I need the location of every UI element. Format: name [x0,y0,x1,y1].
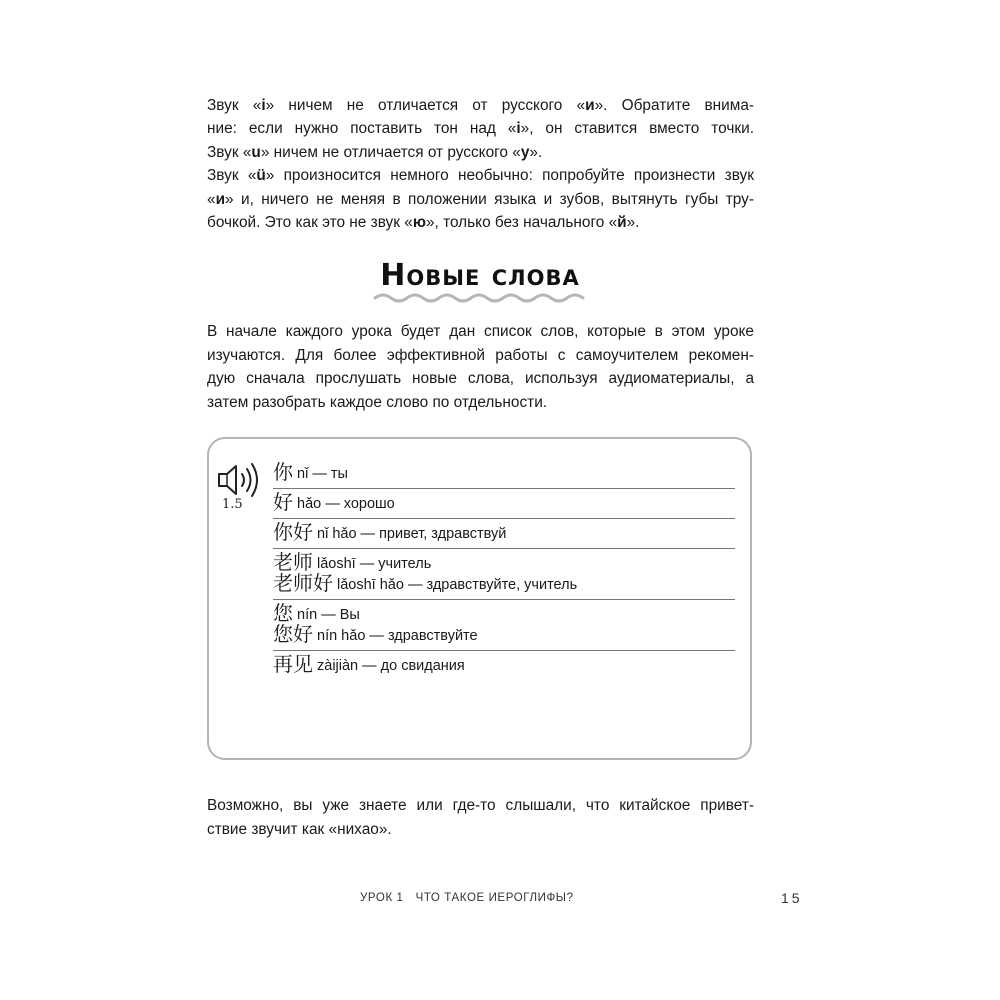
pinyin: zàijiàn [317,658,359,674]
vocab-line [273,603,735,624]
translation: ты [330,466,348,482]
page-number: 15 [781,890,803,906]
hanzi: 好 [273,490,293,514]
pinyin: nín hǎo [317,628,366,644]
vocab-line [273,522,735,543]
pinyin: nǐ hǎo [317,526,357,542]
translation: привет, здравствуй [379,526,507,542]
closing-line: ствие звучит как «нихао». [207,820,392,838]
translation: до свидания [380,658,465,674]
translation: здравствуйте, учитель [426,577,578,593]
chapter-title: ЧТО ТАКОЕ ИЕРОГЛИФЫ? [415,892,574,904]
dash-separator: — [308,466,331,482]
vocab-line [273,624,735,645]
vocab-line [273,462,735,483]
paragraph-line: дую сначала прослушать новые слова, используя аудиоматериалы, а [207,370,754,388]
translation: хорошо [343,496,395,512]
lesson-paragraph [207,320,754,414]
pinyin: nín [297,607,318,623]
vocab-line [273,552,735,573]
dash-separator: — [403,577,427,593]
pinyin: hǎo [297,496,322,512]
dash-separator: — [317,607,340,623]
vocab-line [273,492,735,513]
vocab-entry [273,459,735,489]
vocab-line [273,573,735,594]
pinyin: lǎoshī hǎo [337,577,404,593]
section-heading: Новые слова [380,258,580,293]
closing-line: Возможно, вы уже знаете или где-то слышали, что китайское привет- [207,797,754,814]
pinyin: lǎoshī [317,556,356,572]
paragraph-line: затем разобрать каждое слово по отдельности. [207,393,548,411]
hanzi: 老师好 [273,571,333,595]
dash-separator: — [356,526,380,542]
vocab-entry [273,651,735,680]
intro-line: ние: если нужно поставить тон над «i», он ставится вместо точки. [207,120,754,138]
vocab-entry [273,600,735,651]
hanzi: 你好 [273,520,313,544]
vocab-entry [273,489,735,519]
vocabulary-list [273,459,735,680]
intro-line: бочкой. Это как это не звук «ю», только без начального «й». [207,214,640,232]
speaker-icon[interactable] [216,462,262,498]
intro-line: Звук «ü» произносится немного необычно: попробуйте произнести звук [207,167,754,185]
dash-separator: — [365,628,388,644]
section-heading-block [360,258,600,308]
paragraph-line: изучаются. Для более эффективной работы с самоучителем рекомен- [207,346,754,364]
dash-separator: — [358,658,381,674]
lesson-label: УРОК 1 [360,892,404,904]
translation: учитель [378,556,432,572]
running-footer [360,892,574,904]
vocab-entry [273,549,735,600]
intro-line: Звук «u» ничем не отличается от русского «у». [207,143,543,161]
dash-separator: — [321,496,344,512]
intro-text [207,94,754,234]
translation: Вы [339,607,360,623]
hanzi: 您 [273,601,293,625]
paragraph-line: В начале каждого урока будет дан список слов, которые в этом уроке [207,323,754,340]
vocab-line [273,654,735,675]
vocab-entry [273,519,735,549]
wave-underline [373,292,587,304]
hanzi: 您好 [273,622,313,646]
hanzi: 你 [273,460,293,484]
translation: здравствуйте [387,628,478,644]
hanzi: 老师 [273,550,313,574]
dash-separator: — [355,556,379,572]
pinyin: nǐ [297,466,309,482]
intro-line: «и» и, ничего не меняя в положении языка и зубов, вытянуть губы тру- [207,190,754,208]
audio-track-number: 1.5 [222,497,243,512]
hanzi: 再见 [273,652,313,676]
intro-line: Звук «i» ничем не отличается от русского «и». Обратите внима- [207,97,755,114]
closing-paragraph [207,794,754,841]
